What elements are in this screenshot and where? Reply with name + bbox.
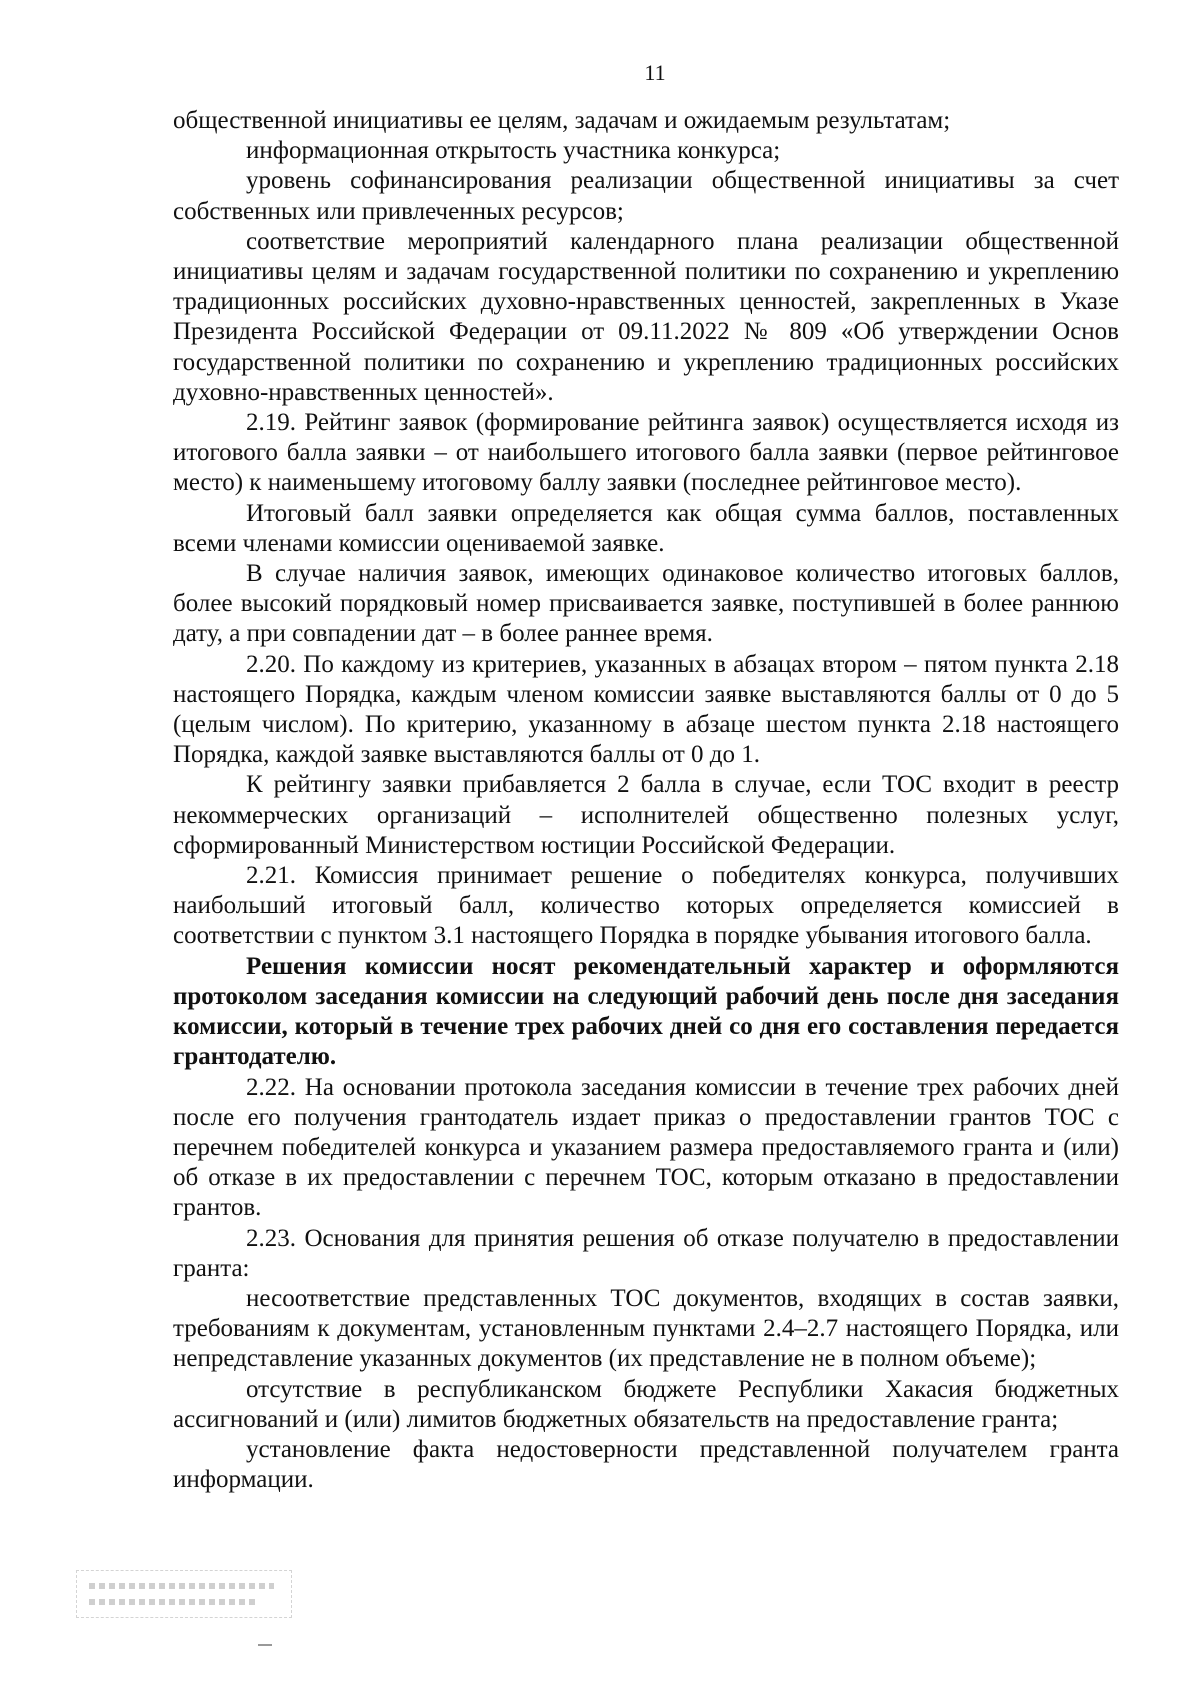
document-body [173,106,1119,1495]
paragraph: уровень софинансирования реализации общественной инициативы за счет собственных или привлеченных ресурсов; [173,167,1119,225]
paragraph: Решения комиссии носят рекомендательный характер и оформляются протоколом заседания комиссии на следующий рабочий день после дня заседания комиссии, который в течение трех рабочих дней со дня его составления передается грантодателю. [173,952,1119,1071]
paragraph: несоответствие представленных ТОС документов, входящих в состав заявки, требованиям к документам, установленным пунктами 2.4–2.7 настоящего Порядка, или непредставление указанных документов (их представление не в полном объеме); [173,1284,1119,1373]
paragraph: соответствие мероприятий календарного плана реализации общественной инициативы целям и задачам государственной политики по сохранению и укреплению традиционных российских духовно-нравственных ценностей, закрепленных в Указе Президента Российской Федерации от 09.11.2022 № 809 «Об утверждении Основ государственной политики по сохранению и укреплению традиционных российских духовно-нравственных ценностей». [173,227,1119,406]
paragraph: общественной инициативы ее целям, задачам и ожидаемым результатам; [173,107,951,134]
dash-mark [258,1644,272,1646]
paragraph: 2.20. По каждому из критериев, указанных в абзацах втором – пятом пункта 2.18 настоящего Порядка, каждым членом комиссии заявке выставляются баллы от 0 до 5 (целым числом). По критерию, указанному в абзаце шестом пункта 2.18 настоящего Порядка, каждой заявке выставляются баллы от 0 до 1. [173,650,1119,769]
faded-stamp [76,1570,292,1618]
stamp-line [89,1599,259,1605]
paragraph: 2.22. На основании протокола заседания комиссии в течение трех рабочих дней после его получения грантодатель издает приказ о предоставлении грантов ТОС с перечнем победителей конкурса и указанием размера предоставляемого гранта и (или) об отказе в их предоставлении с перечнем ТОС, которым отказано в предоставлении грантов. [173,1073,1119,1222]
page-number: 11 [644,60,666,85]
paragraph: установление факта недостоверности представленной получателем гранта информации. [173,1435,1119,1494]
paragraph: 2.19. Рейтинг заявок (формирование рейтинга заявок) осуществляется исходя из итогового балла заявки – от наибольшего итогового балла заявки (первое рейтинговое место) к наименьшему итоговому баллу заявки (последнее рейтинговое место). [173,409,1119,497]
paragraph: информационная открытость участника конкурса; [246,137,781,165]
paragraph: отсутствие в республиканском бюджете Республики Хакасия бюджетных ассигнований и (или) лимитов бюджетных обязательств на предоставление гранта; [173,1375,1119,1433]
stamp-line [89,1583,274,1589]
paragraph: 2.21. Комиссия принимает решение о победителях конкурса, получивших наибольший итоговый балл, количество которых определяется комиссией в соответствии с пунктом 3.1 настоящего Порядка в порядке убывания итогового балла. [173,862,1119,950]
paragraph: Итоговый балл заявки определяется как общая сумма баллов, поставленных всеми членами комиссии оцениваемой заявке. [173,499,1119,557]
paragraph: К рейтингу заявки прибавляется 2 балла в случае, если ТОС входит в реестр некоммерческих организаций – исполнителей общественно полезных услуг, сформированный Министерством юстиции Российской Федерации. [173,771,1119,859]
paragraph: В случае наличия заявок, имеющих одинаковое количество итоговых баллов, более высокий порядковый номер присваивается заявке, поступившей в более раннюю дату, а при совпадении дат – в более раннее время. [173,560,1119,648]
paragraph: 2.23. Основания для принятия решения об отказе получателю в предоставлении гранта: [173,1224,1119,1282]
